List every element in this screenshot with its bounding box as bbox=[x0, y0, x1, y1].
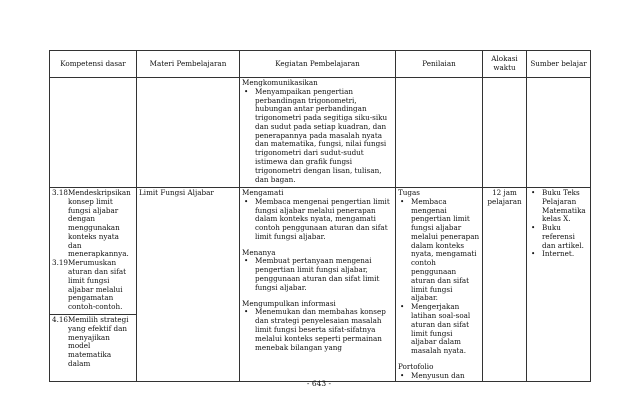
mengkomunikasikan-heading: Mengkomunikasikan bbox=[242, 78, 318, 87]
list-item: • Membuat pertanyaan mengenai pengertian limit fungsi aljabar, penggunaan aturan dan sifat limit fungsi aljabar. bbox=[251, 257, 393, 292]
mengamati-list bbox=[242, 198, 393, 242]
list-item: • Menyampaikan pengertian perbandingan trigonometri, hubungan antar perbandingan trigonometri pada segitiga siku-siku dan sudut pada setiap kuadran, dan penerapannya pada masalah nyata dan matematika, fungsi, nilai fungsi trigonometri dari sudut-sudut istimewa dan grafik fungsi trigonometri dengan lisan, tulisan, dan bagan. bbox=[251, 88, 393, 185]
cell-sumber-empty bbox=[527, 78, 591, 188]
table-header-row bbox=[50, 51, 591, 78]
kd-item bbox=[50, 314, 136, 369]
syllabus-table bbox=[49, 50, 591, 382]
list-item: • Internet. bbox=[538, 250, 588, 259]
list-item: • Menyusun dan bbox=[407, 372, 480, 381]
kd-number: 4.16 bbox=[52, 314, 69, 324]
portofolio-heading: Portofolio bbox=[398, 361, 434, 371]
kd-text: Merumuskan aturan dan sifat limit fungsi aljabar melalui pengamatan contoh-contoh. bbox=[68, 258, 127, 312]
cell-alokasi: 12 jam pelajaran bbox=[483, 188, 527, 382]
cell-materi-empty bbox=[137, 78, 240, 188]
cell-penilaian bbox=[396, 188, 483, 382]
cell-materi: Limit Fungsi Aljabar bbox=[137, 188, 240, 382]
kd-number: 3.19 bbox=[52, 258, 69, 268]
cell-kompetensi bbox=[50, 188, 137, 382]
cell-penilaian-empty bbox=[396, 78, 483, 188]
cell-sumber bbox=[527, 188, 591, 382]
mengkomunikasikan-list bbox=[242, 88, 393, 185]
cell-kegiatan bbox=[240, 188, 396, 382]
header-alokasi-waktu: Alokasi waktu bbox=[483, 51, 527, 78]
kd-item bbox=[52, 189, 134, 259]
cell-kegiatan bbox=[240, 78, 396, 188]
mengumpulkan-list bbox=[242, 308, 393, 352]
kd-text: Memilih strategi yang efektif dan menyajikan model matematika dalam bbox=[68, 314, 129, 368]
kd-item bbox=[52, 259, 134, 312]
tugas-heading: Tugas bbox=[398, 188, 420, 197]
menanya-heading: Menanya bbox=[242, 247, 276, 257]
header-kompetensi-dasar: Kompetensi dasar bbox=[50, 51, 137, 78]
table-row bbox=[50, 188, 591, 382]
page-number: - 643 - bbox=[306, 379, 332, 388]
list-item: • Buku referensi dan artikel. bbox=[538, 224, 588, 250]
sumber-list bbox=[529, 189, 588, 259]
kd-text: Mendeskripsikan konsep limit fungsi aljabar dengan menggunakan konteks nyata dan menerapkannya. bbox=[68, 188, 131, 259]
header-penilaian: Penilaian bbox=[396, 51, 483, 78]
header-materi-pembelajaran: Materi Pembelajaran bbox=[137, 51, 240, 78]
kd-number: 3.18 bbox=[52, 188, 69, 197]
mengamati-heading: Mengamati bbox=[242, 188, 284, 197]
cell-alokasi-empty bbox=[483, 78, 527, 188]
header-kegiatan-pembelajaran: Kegiatan Pembelajaran bbox=[240, 51, 396, 78]
menanya-list bbox=[242, 257, 393, 292]
mengumpulkan-heading: Mengumpulkan informasi bbox=[242, 298, 336, 308]
table-row bbox=[50, 78, 591, 188]
list-item: • Buku Teks Pelajaran Matematika kelas X. bbox=[538, 189, 588, 224]
list-item: • Menemukan dan membahas konsep dan strategi penyelesaian masalah limit fungsi beserta sifat-sifatnya melalui konteks seperti permainan menebak bilangan yang bbox=[251, 308, 393, 352]
cell-kompetensi-empty bbox=[50, 78, 137, 188]
list-item: • Membaca mengenai pengertian limit fungsi aljabar melalui penerapan dalam konteks nyata, mengamati contoh penggunaan aturan dan sifat limit fungsi aljabar. bbox=[251, 198, 393, 242]
tugas-list bbox=[398, 198, 480, 356]
list-item: • Membaca mengenai pengertian limit fungsi aljabar melalui penerapan dalam konteks nyata, mengamati contoh penggunaan aturan dan sifat limit fungsi aljabar. bbox=[407, 198, 480, 303]
header-sumber-belajar: Sumber belajar bbox=[527, 51, 591, 78]
list-item: • Mengerjakan latihan soal-soal aturan dan sifat limit fungsi aljabar dalam masalah nyata. bbox=[407, 303, 480, 356]
